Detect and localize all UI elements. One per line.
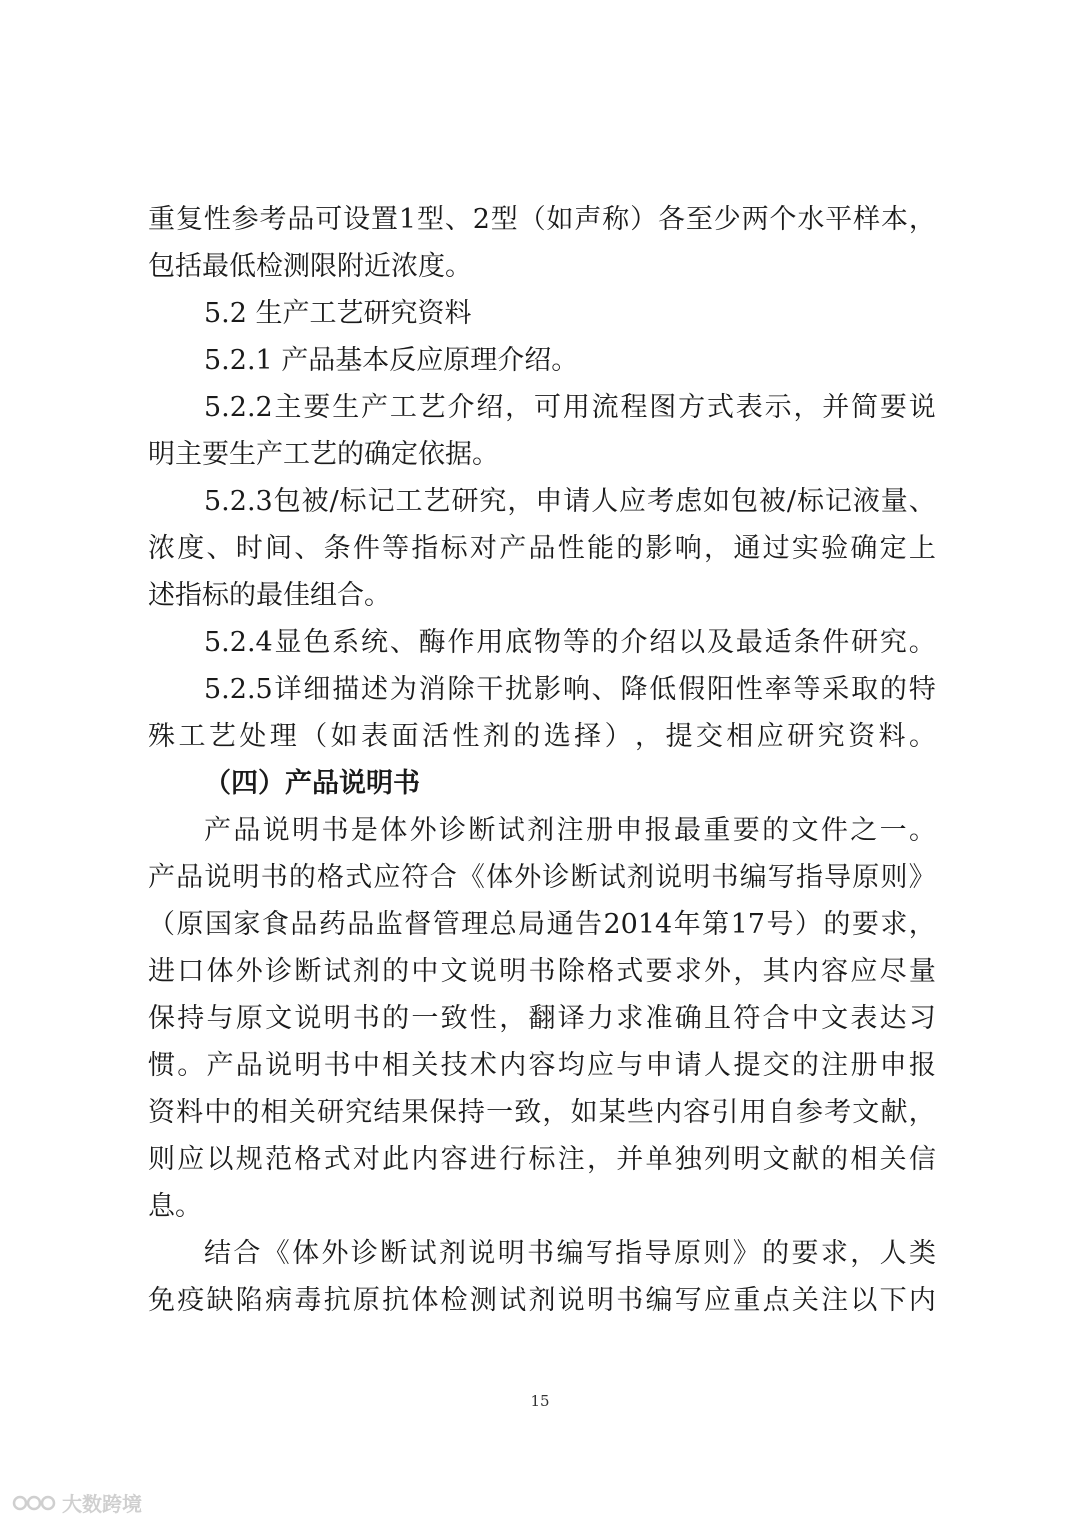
- text-line: 进 口 体 外 诊 断 试 剂 的 中 文 说 明 书 除 格 式 要 求 外 ， 其 内 容 应 尽 量: [148, 956, 936, 987]
- text-line: 5.2.1 产品基本反应原理介绍。: [204, 345, 579, 376]
- logo-icon: [12, 1492, 56, 1514]
- text-line: 息。: [148, 1191, 202, 1222]
- text-line: 浓 度 、 时 间 、 条 件 等 指 标 对 产 品 性 能 的 影 响 ， 通 过 实 验 确 定 上: [148, 533, 936, 564]
- text-line: 明主要生产工艺的确定依据。: [148, 439, 499, 470]
- text-line: 殊 工 艺 处 理 （ 如 表 面 活 性 剂 的 选 择 ） ， 提 交 相 应 研 究 资 料 。: [148, 721, 936, 752]
- text-line: 5.2.2 主 要 生 产 工 艺 介 绍 ， 可 用 流 程 图 方 式 表 示 ， 并 简 要 说: [204, 392, 936, 423]
- text-line: 资 料 中 的 相 关 研 究 结 果 保 持 一 致 ， 如 某 些 内 容 引 用 自 参 考 文 献 ，: [148, 1097, 936, 1128]
- text-line: 产 品 说 明 书 是 体 外 诊 断 试 剂 注 册 申 报 最 重 要 的 文 件 之 一 。: [204, 815, 936, 846]
- text-line: 产 品 说 明 书 的 格 式 应 符 合 《 体 外 诊 断 试 剂 说 明 书 编 写 指 导 原 则 》: [148, 862, 936, 893]
- text-line: （ 原 国 家 食 品 药 品 监 督 管 理 总 局 通 告 2014 年 第 17 号 ） 的 要 求 ，: [148, 909, 936, 940]
- text-line: 5.2.4 显 色 系 统 、 酶 作 用 底 物 等 的 介 绍 以 及 最 适 条 件 研 究 。: [204, 627, 936, 658]
- text-line: 包括最低检测限附近浓度。: [148, 251, 472, 282]
- text-line: 5.2 生产工艺研究资料: [204, 298, 472, 329]
- text-line: 结 合 《 体 外 诊 断 试 剂 说 明 书 编 写 指 导 原 则 》 的 要 求 ， 人 类: [204, 1238, 936, 1269]
- text-line: 惯 。 产 品 说 明 书 中 相 关 技 术 内 容 均 应 与 申 请 人 提 交 的 注 册 申 报: [148, 1050, 936, 1081]
- text-line: （四）产品说明书: [204, 768, 420, 799]
- text-line: 则 应 以 规 范 格 式 对 此 内 容 进 行 标 注 ， 并 单 独 列 明 文 献 的 相 关 信: [148, 1144, 936, 1175]
- page-number: 15: [530, 1392, 550, 1410]
- text-line: 5.2.5 详 细 描 述 为 消 除 干 扰 影 响 、 降 低 假 阳 性 率 等 采 取 的 特: [204, 674, 936, 705]
- watermark: [12, 1488, 142, 1517]
- text-line: 重 复 性 参 考 品 可 设 置 1 型 、 2 型 （ 如 声 称 ） 各 至 少 两 个 水 平 样 本 ，: [148, 204, 936, 235]
- text-line: 保 持 与 原 文 说 明 书 的 一 致 性 ， 翻 译 力 求 准 确 且 符 合 中 文 表 达 习: [148, 1003, 936, 1034]
- text-line: 述指标的最佳组合。: [148, 580, 391, 611]
- watermark-text: 大数跨境: [62, 1492, 142, 1516]
- text-line: 免 疫 缺 陷 病 毒 抗 原 抗 体 检 测 试 剂 说 明 书 编 写 应 重 点 关 注 以 下 内: [148, 1285, 936, 1316]
- body-text: [148, 196, 936, 1324]
- text-line: 5.2.3 包 被 / 标 记 工 艺 研 究 ， 申 请 人 应 考 虑 如 包 被 / 标 记 液 量 、: [204, 486, 936, 517]
